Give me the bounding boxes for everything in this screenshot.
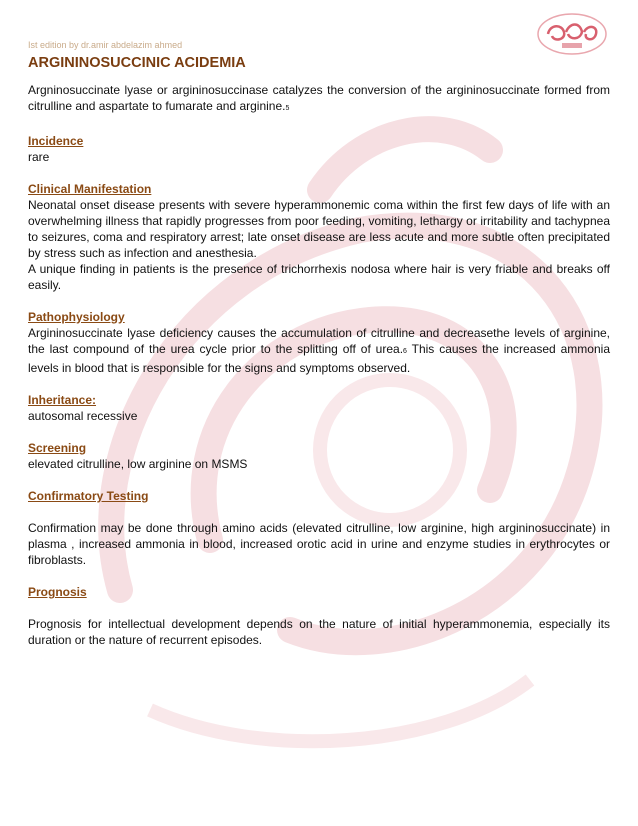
heading-screening: Screening <box>28 441 87 455</box>
intro-text: Argninosuccinate lyase or argininosuccinase catalyzes the conversion of the argininosuccinate formed from citrulline and aspartate to fumarate and arginine. <box>28 83 610 113</box>
confirmatory-text: Confirmation may be done through amino acids (elevated citrulline, low arginine, high argininosuccinate) in plasma , increased ammonia in blood, increased orotic acid in urine and enzyme studies in erythrocytes or fibroblasts. <box>28 521 610 567</box>
heading-confirmatory-testing: Confirmatory Testing <box>28 489 149 503</box>
incidence-text: rare <box>28 150 50 164</box>
heading-clinical-manifestation: Clinical Manifestation <box>28 182 152 196</box>
heading-prognosis: Prognosis <box>28 585 87 599</box>
pathophysiology-paragraph <box>28 325 610 376</box>
document-body <box>28 54 610 648</box>
document-title: ARGININOSUCCINIC ACIDEMIA <box>28 55 246 71</box>
screening-text: elevated citrulline, low arginine on MSMS <box>28 457 248 471</box>
inheritance-text: autosomal recessive <box>28 409 138 423</box>
prognosis-text: Prognosis for intellectual development depends on the nature of initial hyperammonemia, especially its duration or the nature of recurrent episodes. <box>28 617 610 647</box>
pathophysiology-text-a: Argininosuccinate lyase deficiency causes the accumulation of citrulline and decreasethe levels of arginine, the last compound of the urea cycle prior to the splitting off of urea. <box>28 326 610 356</box>
clinical-paragraph-2: A unique finding in patients is the presence of trichorrhexis nodosa where hair is very friable and breaks off easily. <box>28 262 610 292</box>
heading-incidence: Incidence <box>28 134 84 148</box>
edition-credit: Ist edition by dr.amir abdelazim ahmed <box>28 40 183 50</box>
pathophysiology-text-b: This causes the increased ammonia levels in blood that is responsible for the signs and symptoms observed. <box>28 342 610 375</box>
reference-marker: 6 <box>403 348 407 355</box>
spacer <box>28 504 610 520</box>
heading-inheritance: Inheritance: <box>28 393 97 407</box>
publisher-logo <box>536 12 608 56</box>
clinical-paragraph-1: Neonatal onset disease presents with severe hyperammonemic coma within the first few days of life with an overwhelming illness that rapidly progresses from poor feeding, vomiting, lethargy or irritability and tachypnea to seizures, coma and respiratory arrest; late onset disease are less acute and more subtle often precipitated by stress such as infection and anesthesia. <box>28 198 610 260</box>
reference-marker: 5 <box>285 105 290 112</box>
heading-pathophysiology: Pathophysiology <box>28 310 125 324</box>
intro-paragraph <box>28 82 610 117</box>
spacer <box>28 600 610 616</box>
